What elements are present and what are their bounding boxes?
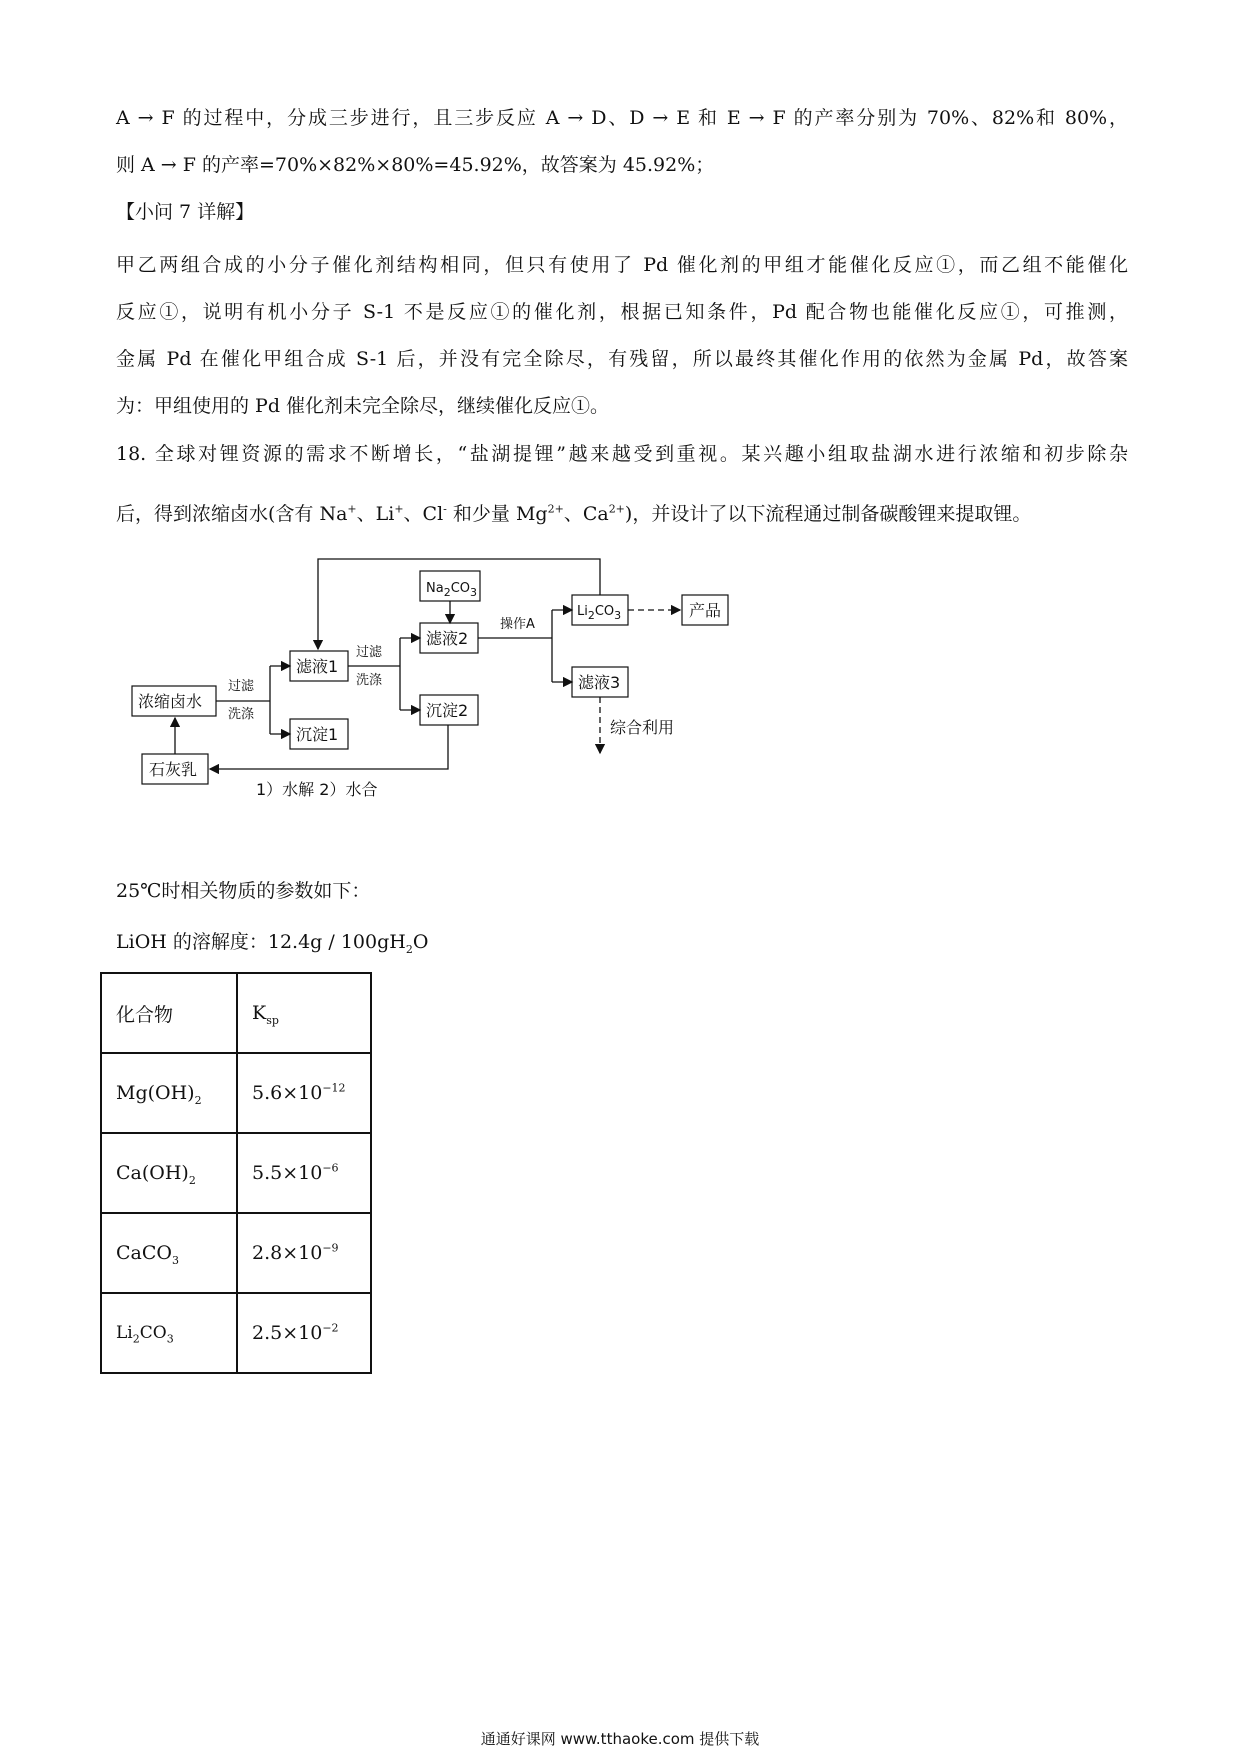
text-segment: 、Li (356, 503, 395, 525)
table-row (101, 1213, 371, 1293)
header-ksp: $K_{sp}$ (237, 973, 371, 1053)
ksp-cell: $2.8\times 10^{-9}$ (237, 1213, 371, 1293)
paragraph-line: 反应①，说明有机小分子 S-1 不是反应①的催化剂，根据已知条件，Pd 配合物也能催化反应①，可推测， (116, 301, 1128, 323)
text-segment: 后，得到浓缩卤水(含有 Na (116, 503, 348, 525)
label-concentrated-brine: 浓缩卤水 (138, 692, 203, 711)
label-product: 产品 (689, 601, 722, 620)
compound-cell: $Ca(OH)_2$ (101, 1133, 237, 1213)
table-row (101, 1133, 371, 1213)
charge-sup: - (443, 502, 447, 516)
compound-cell: CaCO$_3$ (101, 1213, 237, 1293)
lioh-solubility (116, 928, 428, 956)
paragraph-line: 金属 Pd 在催化甲组合成 S-1 后，并没有完全除尽，有残留，所以最终其催化作用的依然为金属 Pd，故答案 (116, 348, 1128, 370)
charge-sup: + (394, 502, 404, 516)
label-lime-milk: 石灰乳 (149, 760, 198, 779)
header-compound: 化合物 (101, 973, 237, 1053)
label-precipitate2: 沉淀2 (426, 701, 469, 720)
paragraph-line: 为：甲组使用的 Pd 催化剂未完全除尽，继续催化反应①。 (116, 395, 610, 417)
label-filter-1: 过滤 (228, 679, 255, 694)
label-operation-a: 操作A (500, 617, 535, 632)
text-segment: 、Cl (403, 503, 444, 525)
label-wash-1: 洗涤 (228, 707, 255, 722)
subscript: 2 (405, 942, 413, 956)
paragraph-line: A → F 的过程中，分成三步进行，且三步反应 A → D、D → E 和 E → F 的产率分别为 70%、82%和 80%， (116, 107, 1128, 129)
label-filtrate2: 滤液2 (426, 629, 469, 648)
ksp-cell: $5.5\times 10^{-6}$ (237, 1133, 371, 1213)
paragraph-line: 则 A → F 的产率=70%×82%×80%=45.92%，故答案为 45.92%； (116, 154, 715, 176)
label-na2co3: $Na_2CO_3$ (426, 581, 478, 599)
compound-cell: $Mg(OH)_2$ (101, 1053, 237, 1133)
ksp-cell: $2.5\times 10^{-2}$ (237, 1293, 371, 1373)
text-segment: 和少量 Mg (446, 503, 548, 525)
label-precipitate1: 沉淀1 (296, 725, 339, 744)
label-filter-2: 过滤 (356, 645, 383, 660)
text-segment: O (412, 931, 429, 953)
ksp-cell: $5.6\times 10^{-12}$ (237, 1053, 371, 1133)
label-hydrolysis-hydration: 1）水解 2）水合 (256, 780, 378, 799)
question-18-text-line2 (116, 500, 1031, 528)
process-flowchart (120, 555, 740, 810)
ksp-table (100, 972, 372, 1374)
table-row (101, 1293, 371, 1373)
label-li2co3: $Li_2CO_3$ (577, 604, 622, 622)
charge-sup: 2+ (547, 502, 564, 516)
params-intro: 25℃时相关物质的参数如下： (116, 880, 371, 902)
page-footer: 通通好课网 www.tthaoke.com 提供下载 (480, 1730, 760, 1748)
label-filtrate3: 滤液3 (578, 673, 621, 692)
charge-sup: + (347, 502, 357, 516)
table-row (101, 1053, 371, 1133)
label-wash-2: 洗涤 (356, 673, 383, 688)
table-header-row (101, 973, 371, 1053)
compound-cell: $Li_2CO_3$ (101, 1293, 237, 1373)
sub-question-heading: 【小问 7 详解】 (116, 201, 255, 223)
paragraph-line: 甲乙两组合成的小分子催化剂结构相同，但只有使用了 Pd 催化剂的甲组才能催化反应①，而乙组不能催化 (116, 254, 1128, 276)
question-18-text: 18. 全球对锂资源的需求不断增长，“盐湖提锂”越来越受到重视。某兴趣小组取盐湖水进行浓缩和初步除杂 (116, 443, 1128, 465)
text-segment: LiOH 的溶解度：12.4g / 100gH (116, 931, 406, 953)
text-segment: )，并设计了以下流程通过制备碳酸锂来提取锂。 (624, 503, 1032, 525)
charge-sup: 2+ (608, 502, 625, 516)
text-segment: 、Ca (563, 503, 609, 525)
label-filtrate1: 滤液1 (296, 657, 339, 676)
label-comprehensive-use: 综合利用 (610, 718, 675, 737)
